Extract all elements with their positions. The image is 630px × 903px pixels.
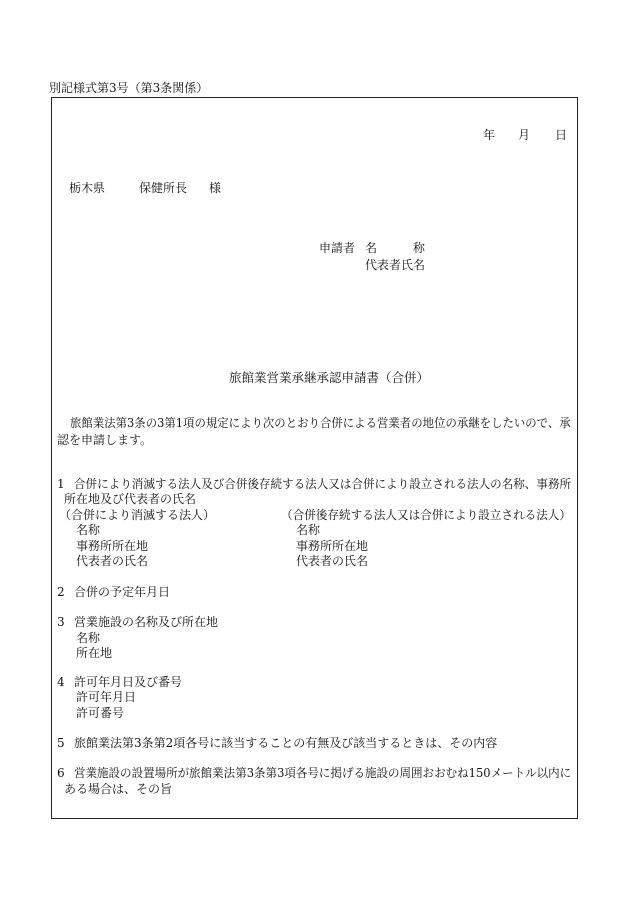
application-form [51,97,578,819]
item-1-left-field-name: 名称 [76,523,101,537]
item-1-left-field-representative: 代表者の氏名 [76,554,149,568]
item-1-text-line-2: 所在地及び代表者の氏名 [64,492,197,506]
date-day-label: 日 [555,128,568,142]
date-year-label: 年 [483,128,496,142]
item-5-text: 旅館業法第3条第2項各号に該当することの有無及び該当するときは、その内容 [74,736,498,750]
item-4-text: 許可年月日及び番号 [74,675,183,689]
item-4-field-permit-number: 許可番号 [76,706,125,720]
applicant-representative-label: 代表者氏名 [365,258,426,272]
item-1-right-field-name: 名称 [296,523,321,537]
item-3-text: 営業施設の名称及び所在地 [74,615,219,629]
item-3-number: 3 [57,615,65,629]
item-1-left-field-address: 事務所所在地 [76,539,149,553]
item-6-text-line-2: ある場合は、その旨 [64,782,173,796]
item-1-left-heading: （合併により消滅する法人） [59,508,216,522]
item-2-number: 2 [57,585,65,599]
addressee-prefecture: 栃木県 [69,181,106,195]
item-1-number: 1 [57,477,65,491]
item-4-number: 4 [57,675,65,689]
addressee-honorific: 様 [209,181,222,195]
date-month-label: 月 [518,128,531,142]
item-3-field-name: 名称 [76,631,101,645]
addressee-office: 保健所長 [139,181,188,195]
item-2-text: 合併の予定年月日 [74,585,171,599]
item-4-field-permit-date: 許可年月日 [76,690,137,704]
item-1-text-line-1: 合併により消滅する法人及び合併後存続する法人又は合併により設立される法人の名称、事務所 [74,477,572,491]
item-1-right-field-representative: 代表者の氏名 [296,554,369,568]
intro-line-2: 認を申請します。 [57,433,153,447]
form-number-label: 別記様式第3号（第3条関係） [49,81,209,95]
item-5-number: 5 [57,736,65,750]
document-title: 旅館業営業承継承認申請書（合併） [229,370,430,385]
item-6-text-line-1: 営業施設の設置場所が旅館業法第3条第3項各号に掲げる施設の周囲おおむね150メートル以内に [74,766,572,780]
intro-line-1: 旅館業法第3条の3第1項の規定により次のとおり合併による営業者の地位の承継をしたいので、承 [70,416,571,430]
applicant-name-label: 名 称 [365,241,426,255]
item-1-right-heading: （合併後存続する法人又は合併により設立される法人） [281,508,572,522]
item-6-number: 6 [57,766,65,780]
applicant-label: 申請者 [319,241,356,255]
item-1-right-field-address: 事務所所在地 [296,539,369,553]
item-3-field-address: 所在地 [76,646,113,660]
